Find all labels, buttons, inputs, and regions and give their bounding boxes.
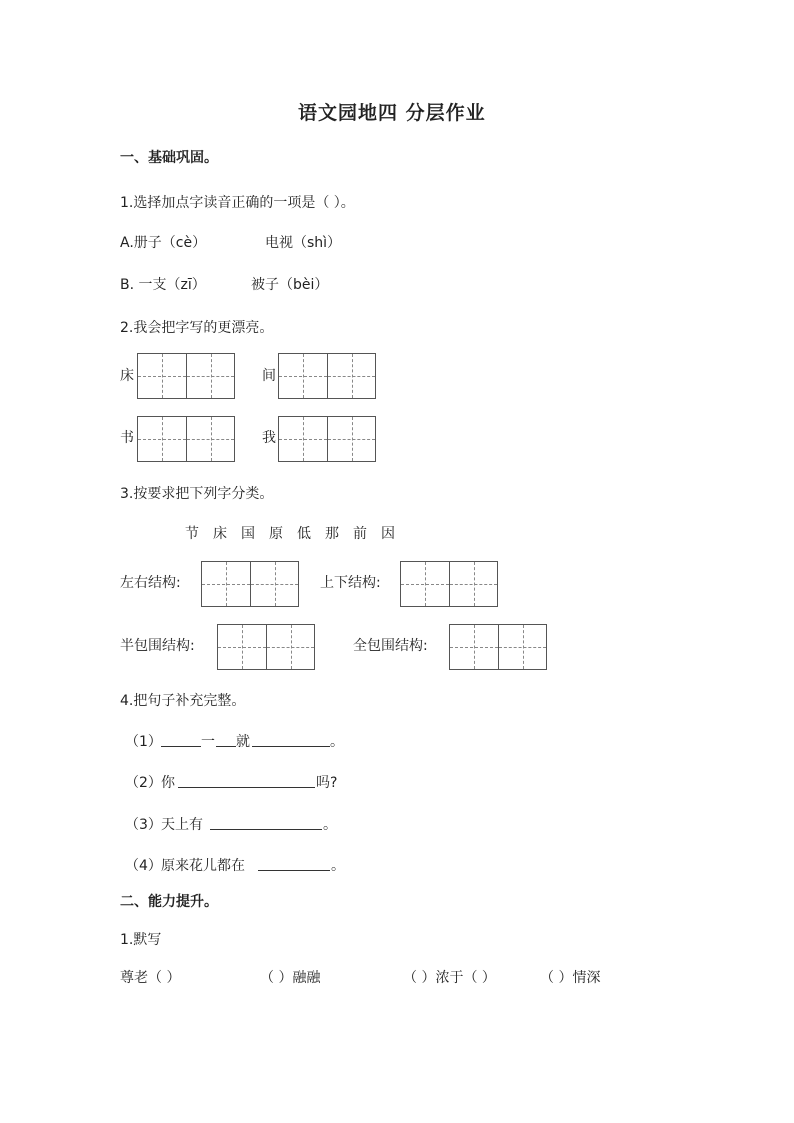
idiom-item-2: （ ）融融: [260, 970, 321, 986]
q4-stem: 4.把句子补充完整。: [120, 693, 246, 709]
q4-s3-num: （3）: [125, 817, 162, 833]
q3-char: 那: [325, 526, 339, 542]
q4-s2-blank[interactable]: [178, 787, 315, 788]
tianzige-wo[interactable]: [278, 416, 376, 462]
q3-char: 国: [241, 526, 255, 542]
q4-s3-blank[interactable]: [210, 829, 322, 830]
q4-s4-pre: 原来花儿都在: [161, 858, 245, 874]
q4-s1-blank-2[interactable]: [216, 746, 236, 747]
q4-s2-pre: 你: [161, 775, 175, 791]
tianzige-chuang[interactable]: [137, 353, 235, 399]
idiom-item-3: （ ）浓于（ ）: [403, 970, 496, 986]
tianzige-banbaowei[interactable]: [217, 624, 315, 670]
idiom-item-1: 尊老（ ）: [120, 970, 181, 986]
q3-char: 原: [269, 526, 283, 542]
tianzige-quanbaowei[interactable]: [449, 624, 547, 670]
page-title: 语文园地四 分层作业: [298, 102, 486, 124]
q2-stem: 2.我会把字写的更漂亮。: [120, 320, 274, 336]
q2-char-wo: 我: [262, 430, 276, 446]
q1-option-a2: 电视（shì）: [265, 235, 342, 251]
q4-s1-jiu: 就: [236, 734, 250, 750]
section-heading-2: 二、能力提升。: [120, 894, 218, 910]
label-zuoyou: 左右结构:: [120, 575, 181, 591]
q1-option-b1: B. 一支（zī）: [120, 277, 206, 293]
tianzige-shangxia[interactable]: [400, 561, 498, 607]
q3-char-list: [185, 524, 409, 544]
q4-s3-pre: 天上有: [161, 817, 203, 833]
q1-option-b2: 被子（bèi）: [251, 277, 329, 293]
idiom-item-4: （ ）情深: [540, 970, 601, 986]
q4-s1-mid: 一: [201, 734, 215, 750]
q3-char: 床: [213, 526, 227, 542]
s2-q1-stem: 1.默写: [120, 932, 162, 948]
q4-s4-num: （4）: [125, 858, 162, 874]
label-shangxia: 上下结构:: [320, 575, 381, 591]
q4-s1-end: 。: [330, 734, 344, 750]
q3-char: 低: [297, 526, 311, 542]
q2-char-shu: 书: [120, 430, 134, 446]
q3-stem: 3.按要求把下列字分类。: [120, 486, 274, 502]
label-quanbaowei: 全包围结构:: [353, 638, 428, 654]
q2-char-jian: 间: [262, 368, 276, 384]
section-heading-1: 一、基础巩固。: [120, 150, 218, 166]
q4-s1-blank-3[interactable]: [252, 746, 330, 747]
q2-char-chuang: 床: [120, 368, 134, 384]
tianzige-jian[interactable]: [278, 353, 376, 399]
tianzige-zuoyou[interactable]: [201, 561, 299, 607]
q4-s1-num: （1）: [125, 734, 162, 750]
q3-char: 因: [381, 526, 395, 542]
q3-char: 节: [185, 526, 199, 542]
q4-s1-blank-1[interactable]: [161, 746, 201, 747]
q4-s2-end: 吗?: [316, 775, 338, 791]
label-banbaowei: 半包围结构:: [120, 638, 195, 654]
q3-char: 前: [353, 526, 367, 542]
tianzige-shu[interactable]: [137, 416, 235, 462]
q1-option-a1: A.册子（cè）: [120, 235, 207, 251]
q4-s3-end: 。: [323, 817, 337, 833]
q4-s2-num: （2）: [125, 775, 162, 791]
q1-stem: 1.选择加点字读音正确的一项是（ ）。: [120, 195, 355, 211]
q4-s4-blank[interactable]: [258, 870, 330, 871]
q4-s4-end: 。: [331, 858, 345, 874]
